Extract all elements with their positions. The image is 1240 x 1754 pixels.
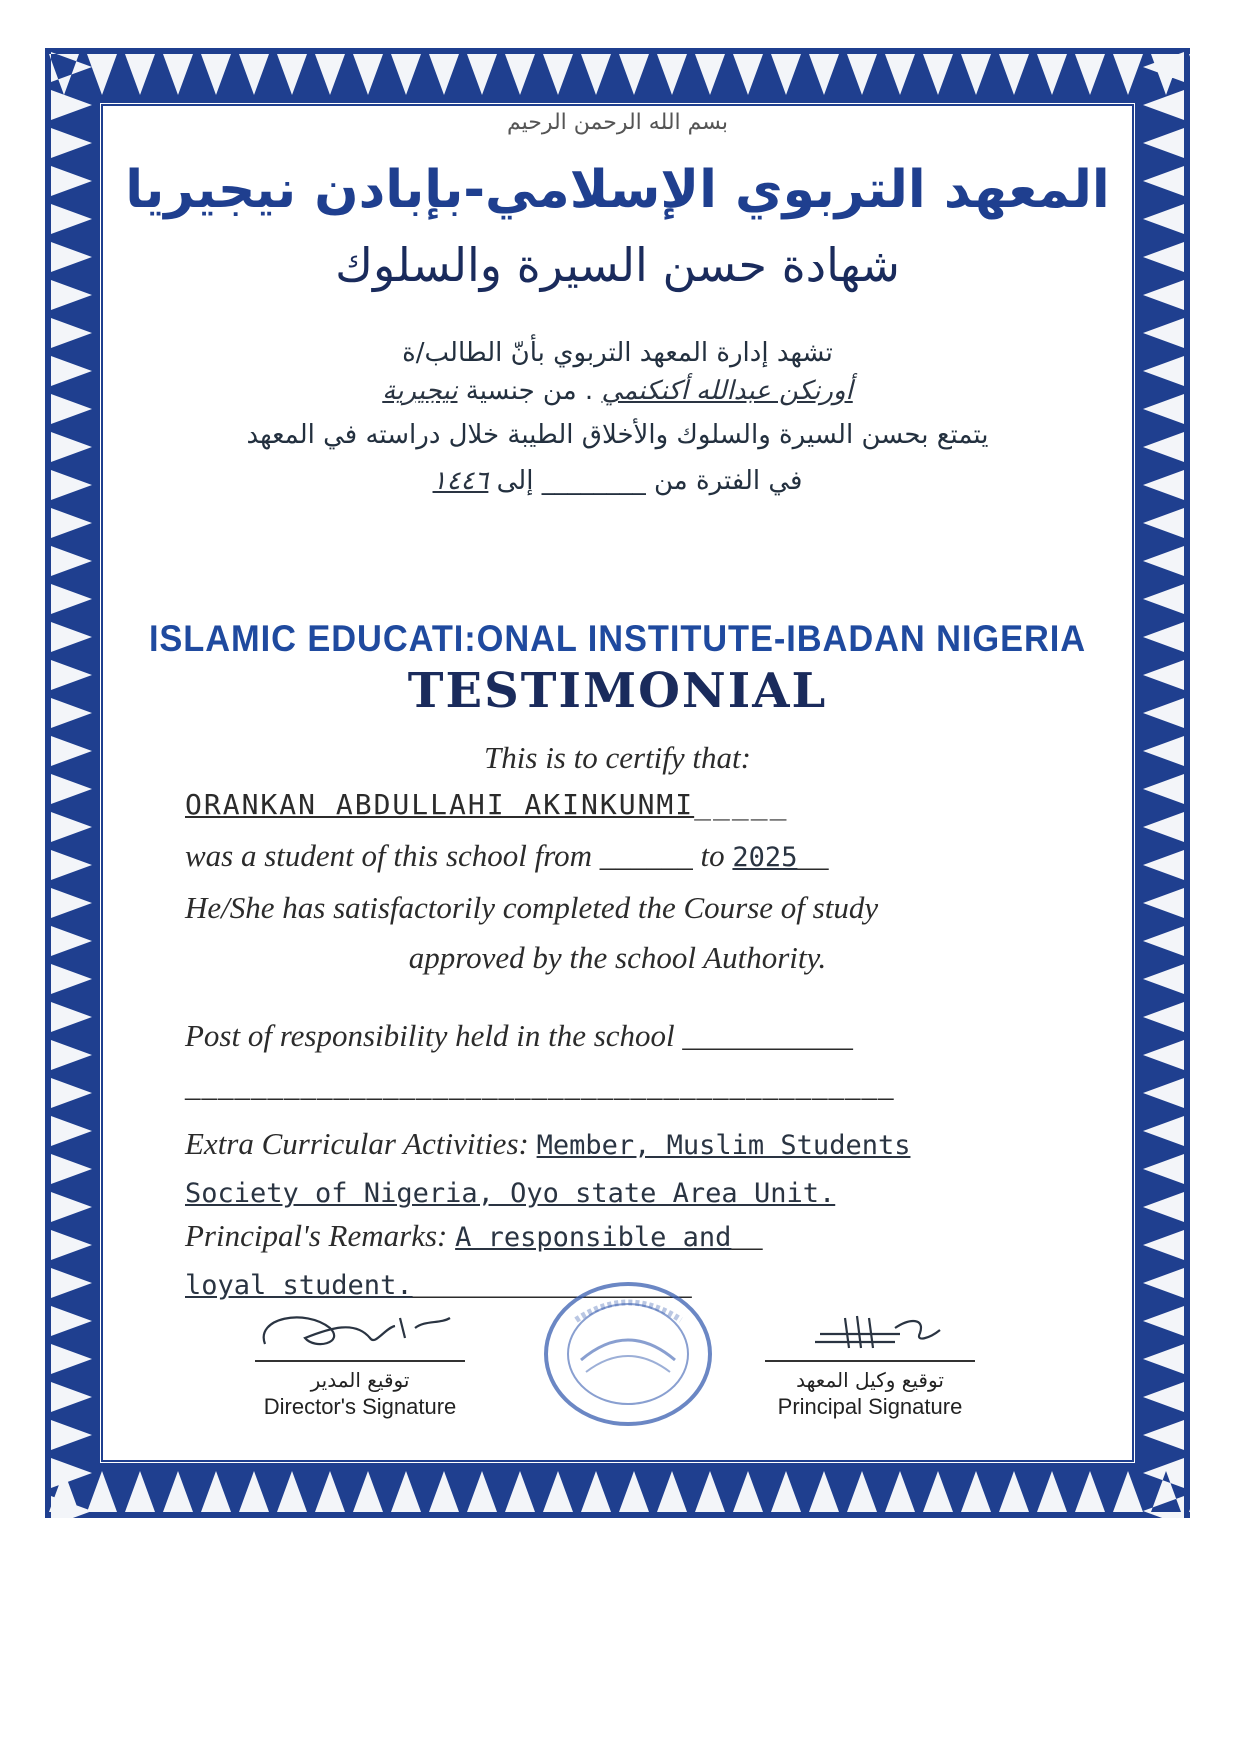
post-blank: ___________ bbox=[682, 1018, 853, 1053]
remarks-value-2: loyal student. bbox=[185, 1270, 413, 1301]
arabic-period-to-label: إلى bbox=[496, 466, 534, 496]
arabic-period-to: ١٤٤٦ bbox=[432, 466, 489, 496]
principal-remarks-line-1: Principal's Remarks: A responsible and__ bbox=[185, 1218, 763, 1253]
english-institute-title: ISLAMIC EDUCATI:ONAL INSTITUTE-IBADAN NIGERIA bbox=[148, 618, 1087, 659]
from-label: was a student of this school from bbox=[185, 838, 593, 873]
director-signature-label: Director's Signature bbox=[263, 1394, 457, 1419]
arabic-certificate-title: شهادة حسن السيرة والسلوك bbox=[335, 238, 900, 292]
arabic-period-line: في الفترة من ________ إلى ١٤٤٦ bbox=[432, 466, 803, 496]
director-signature bbox=[235, 1298, 485, 1356]
extra-value-1: Member, Muslim Students bbox=[536, 1130, 911, 1161]
principal-signature-arabic-label: توقيع وكيل المعهد bbox=[796, 1368, 944, 1392]
certify-line: This is to certify that: bbox=[484, 740, 751, 775]
principal-remarks-line-2: loyal student.__________________ bbox=[185, 1266, 692, 1301]
basmala: بسم الله الرحمن الرحيم bbox=[506, 110, 729, 135]
arabic-attest-line: تشهد إدارة المعهد التربوي بأنّ الطالب/ة bbox=[402, 338, 833, 368]
certificate bbox=[45, 48, 1190, 1518]
arabic-student-line bbox=[45, 376, 1190, 406]
attendance-line: was a student of this school from ______ to 2025__ bbox=[185, 838, 829, 873]
principal-signature-line bbox=[765, 1360, 975, 1362]
arabic-conduct-line: يتمتع بحسن السيرة والسلوك والأخلاق الطيبة خلال دراسته في المعهد bbox=[246, 420, 989, 450]
post-blank-line: ___________________________________________ bbox=[185, 1068, 895, 1103]
arabic-institute-title: المعهد التربوي الإسلامي-بإبادن نيجيريا bbox=[125, 160, 1110, 220]
principal-signature bbox=[745, 1298, 995, 1356]
director-signature-line bbox=[255, 1360, 465, 1362]
post-label: Post of responsibility held in the school bbox=[185, 1018, 675, 1053]
arabic-nationality: نيجيرية bbox=[382, 376, 458, 406]
post-of-responsibility-line bbox=[185, 1018, 1065, 1054]
testimonial-title: TESTIMONIAL bbox=[407, 663, 828, 719]
remarks-value-1: A responsible and bbox=[455, 1222, 732, 1253]
extra-value-2: Society of Nigeria, Oyo state Area Unit. bbox=[185, 1178, 836, 1209]
extra-label: Extra Curricular Activities: bbox=[185, 1126, 529, 1161]
principal-signature-block bbox=[745, 1298, 995, 1420]
arabic-period-from-label: في الفترة من bbox=[654, 466, 803, 496]
remarks-label: Principal's Remarks: bbox=[185, 1218, 448, 1253]
arabic-nationality-label: . من جنسية bbox=[465, 376, 594, 406]
student-name-line: ORANKAN ABDULLAHI AKINKUNMI_____ bbox=[185, 788, 789, 821]
extra-curricular-line-1 bbox=[185, 1126, 1065, 1162]
to-label: to bbox=[700, 838, 725, 873]
director-signature-arabic-label: توقيع المدير bbox=[310, 1368, 410, 1392]
completion-line-2: approved by the school Authority. bbox=[408, 940, 827, 975]
completion-line-1: He/She has satisfactorily completed the Course of study bbox=[185, 890, 879, 925]
to-year: 2025 bbox=[732, 842, 798, 873]
principal-signature-label: Principal Signature bbox=[777, 1394, 963, 1419]
arabic-student-name: أورنكن عبدالله أكنكنمي bbox=[601, 376, 853, 406]
director-signature-block bbox=[235, 1298, 485, 1420]
from-blank: ______ bbox=[599, 838, 693, 873]
extra-curricular-line-2 bbox=[185, 1174, 1065, 1210]
student-name: ORANKAN ABDULLAHI AKINKUNMI bbox=[185, 788, 695, 821]
institute-seal-stamp bbox=[541, 1280, 716, 1428]
